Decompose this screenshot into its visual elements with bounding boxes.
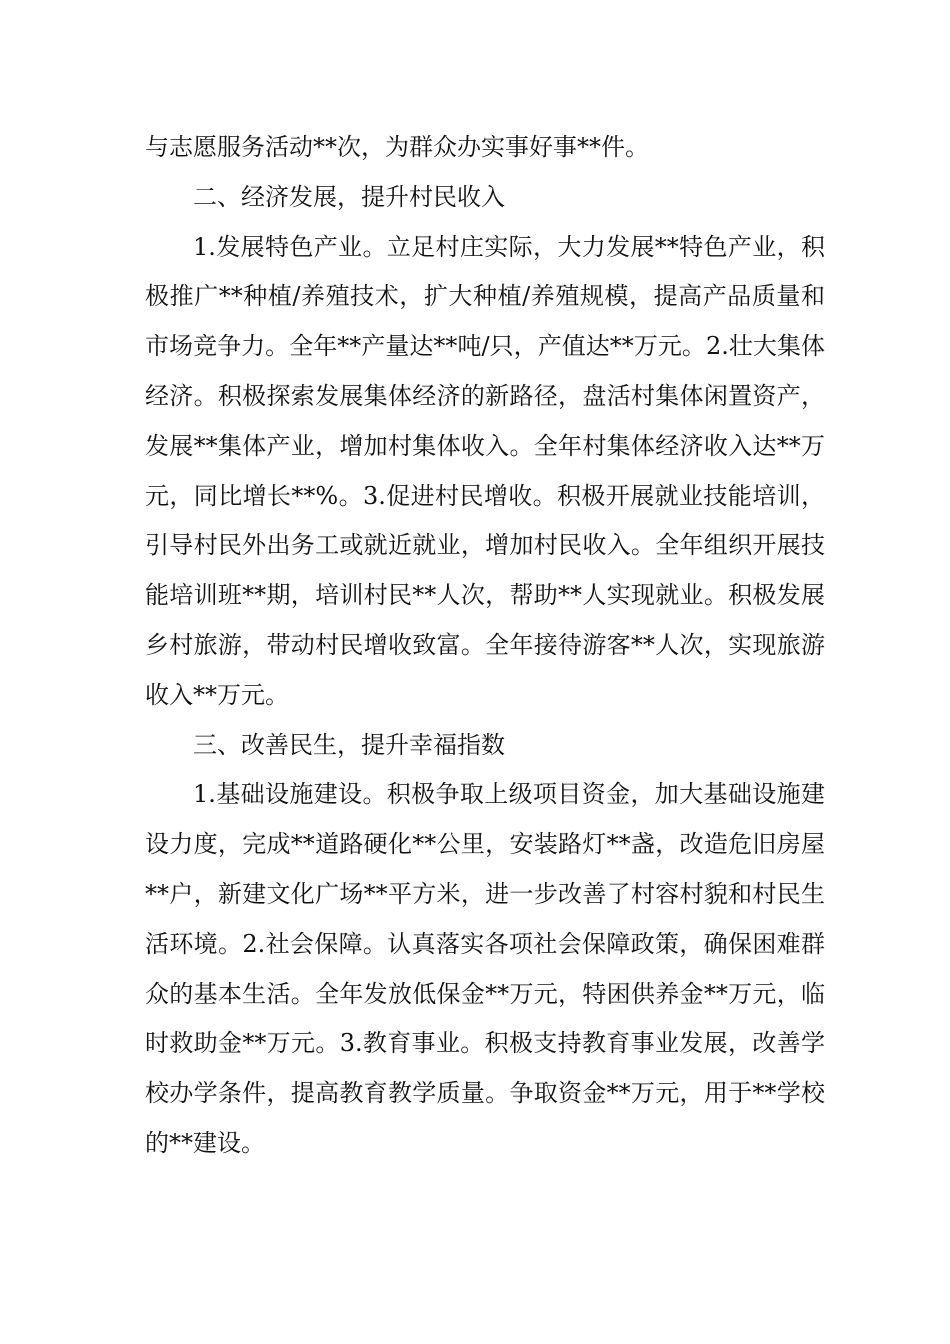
section-heading-economy: 二、经济发展，提升村民收入: [193, 182, 505, 211]
paragraph-economy-body: 1.发展特色产业。立足村庄实际，大力发展**特色产业，积极推广**种植/养殖技术，扩大种植/养殖规模，提高产品质量和市场竞争力。全年**产量达**吨/只，产值达**万元。2.壮大集体经济。积极探索发展集体经济的新路径，盘活村集体闲置资产，发展**集体产业，增加村集体收入。全年村集体经济收入达**万元，同比增长**%。3.促进村民增收。积极开展就业技能培训，引导村民外出务工或就近就业，增加村民收入。全年组织开展技能培训班**期，培训村民**人次，帮助**人实现就业。积极发展乡村旅游，带动村民增收致富。全年接待游客**人次，实现旅游收入**万元。: [145, 232, 825, 709]
paragraph-livelihood-body: 1.基础设施建设。积极争取上级项目资金，加大基础设施建设力度，完成**道路硬化**公里，安装路灯**盏，改造危旧房屋**户，新建文化广场**平方米，进一步改善了村容村貌和村民生活环境。2.社会保障。认真落实各项社会保障政策，确保困难群众的基本生活。全年发放低保金**万元，特困供养金**万元，临时救助金**万元。3.教育事业。积极支持教育事业发展，改善学校办学条件，提高教育教学质量。争取资金**万元，用于**学校的**建设。: [145, 780, 825, 1157]
section-heading-livelihood: 三、改善民生，提升幸福指数: [193, 730, 505, 759]
paragraph-continuation: 与志愿服务活动**次，为群众办实事好事**件。: [145, 133, 649, 161]
document-page: [145, 123, 825, 1169]
